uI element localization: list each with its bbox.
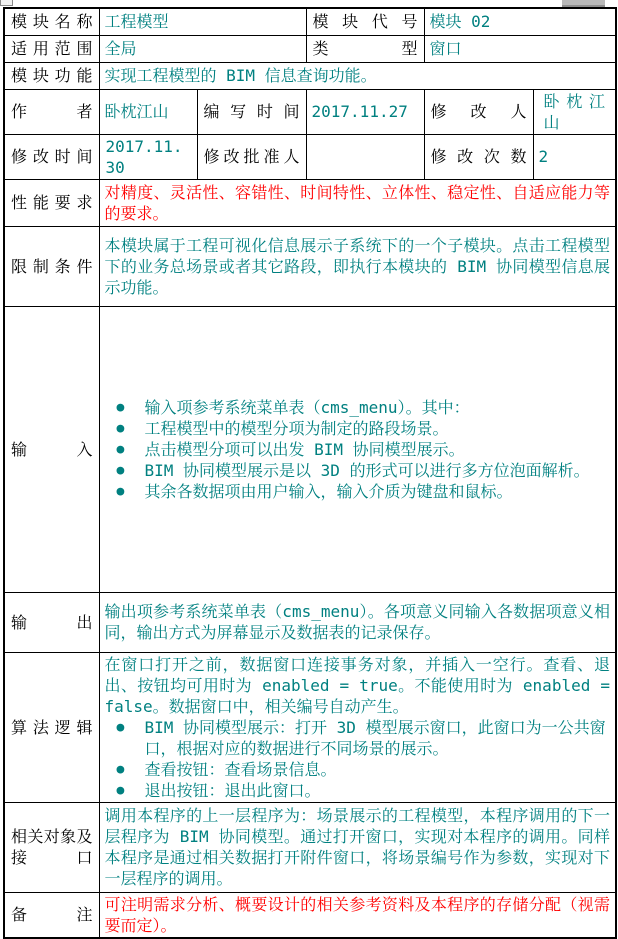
module-name-value: 工程模型: [99, 8, 306, 35]
table-row: [4, 89, 616, 134]
modify-count-value: 2: [533, 134, 616, 179]
table-row: [4, 179, 616, 226]
algorithm-item: [105, 759, 611, 780]
table-row: [4, 226, 616, 306]
module-function-value: 实现工程模型的 BIM 信息查询功能。: [99, 62, 616, 89]
modify-approver-value: [306, 134, 424, 179]
remarks-label: 备注: [4, 892, 99, 938]
related-objects-value: 调用本程序的上一层程序为：场景展示的工程模型，本程序调用的下一层程序为 BIM 协同模型。通过打开窗口，实现对本程序的调用。同样本程序是通过相关数据打开附件窗口，将场景编号作为参数，实现对下一层程序的调用。: [99, 802, 616, 892]
write-time-value: 2017.11.27: [306, 89, 424, 134]
type-label: 类型: [306, 35, 424, 62]
algorithm-item: [105, 780, 611, 801]
module-code-label: 模块代号: [306, 8, 424, 35]
output-label: 输出: [4, 592, 99, 652]
bullet-icon: ●: [116, 761, 125, 777]
bullet-icon: ●: [116, 462, 125, 478]
remarks-value: 可注明需求分析、概要设计的相关参考资料及本程序的存储分配（视需要而定）。: [99, 892, 616, 938]
algorithm-item: [105, 717, 611, 759]
bullet-icon: ●: [116, 420, 125, 436]
scrollbar-fragment: [562, 0, 605, 7]
bullet-icon: ●: [116, 719, 125, 735]
modify-approver-label: 修改批准人: [197, 134, 306, 179]
constraints-value: 本模块属于工程可视化信息展示子系统下的一个子模块。点击工程模型下的业务总场景或者其它路段，即执行本模块的 BIM 协同模型信息展示功能。: [99, 226, 616, 306]
algorithm-item-text: 退出按钮：退出此窗口。: [144, 780, 321, 800]
input-label: 输入: [4, 306, 99, 592]
table-row: [4, 652, 616, 802]
modifier-label: 修改人: [424, 89, 533, 134]
performance-label: 性能要求: [4, 179, 99, 226]
input-item: [105, 397, 611, 418]
algorithm-value: [99, 652, 616, 802]
algorithm-item-text: 查看按钮：查看场景信息。: [144, 759, 337, 779]
input-value: [99, 306, 616, 592]
author-label: 作者: [4, 89, 99, 134]
module-name-label: 模块名称: [4, 8, 99, 35]
table-row: [4, 8, 616, 35]
table-row: [4, 892, 616, 938]
input-item-text: 点击模型分项可以出发 BIM 协同模型展示。: [144, 439, 465, 459]
modify-time-label: 修改时间: [4, 134, 99, 179]
input-item: [105, 439, 611, 460]
table-row: [4, 35, 616, 62]
input-item-text: 工程模型中的模型分项为制定的路段场景。: [144, 418, 449, 438]
input-item: [105, 418, 611, 439]
input-item: [105, 460, 611, 481]
write-time-label: 编写时间: [197, 89, 306, 134]
module-function-label: 模块功能: [4, 62, 99, 89]
author-value: 卧枕江山: [99, 89, 197, 134]
table-row: [4, 592, 616, 652]
input-item-text: 其余各数据项由用户输入，输入介质为键盘和鼠标。: [144, 481, 513, 501]
table-row: [4, 802, 616, 892]
related-objects-label-line2: 接口: [11, 848, 93, 867]
algorithm-intro: 在窗口打开之前，数据窗口连接事务对象，并插入一空行。查看、退出、按钮均可用时为 enabled = true。不能使用时为 enabled = false。数据窗口中，相关编号自动产生。: [104, 654, 611, 716]
related-objects-label-line1: 相关对象及: [11, 827, 93, 846]
input-item-text: 输入项参考系统菜单表（cms_menu）。其中：: [144, 397, 470, 417]
constraints-label: 限制条件: [4, 226, 99, 306]
bullet-icon: ●: [116, 441, 125, 457]
algorithm-label: 算法逻辑: [4, 652, 99, 802]
scope-value: 全局: [99, 35, 306, 62]
output-value: 输出项参考系统菜单表（cms_menu）。各项意义同输入各数据项意义相同，输出方式为屏幕显示及数据表的记录保存。: [99, 592, 616, 652]
scope-label: 适用范围: [4, 35, 99, 62]
type-value: 窗口: [424, 35, 616, 62]
bullet-icon: ●: [116, 483, 125, 499]
table-row: [4, 306, 616, 592]
modifier-value: 卧枕江山: [533, 89, 616, 134]
table-row: [4, 134, 616, 179]
modify-count-label: 修改次数: [424, 134, 533, 179]
algorithm-item-text: BIM 协同模型展示：打开 3D 模型展示窗口，此窗口为一公共窗口，根据对应的数据进行不同场景的展示。: [144, 717, 606, 758]
module-spec-table: [3, 7, 617, 939]
table-move-handle-icon: [0, 0, 13, 6]
table-row: [4, 62, 616, 89]
input-item-text: BIM 协同模型展示是以 3D 的形式可以进行多方位泡面解析。: [144, 460, 590, 480]
module-code-value: 模块 02: [424, 8, 616, 35]
bullet-icon: ●: [116, 782, 125, 798]
input-item: [105, 481, 611, 502]
performance-value: 对精度、灵活性、容错性、时间特性、立体性、稳定性、自适应能力等的要求。: [99, 179, 616, 226]
related-objects-label: [4, 802, 99, 892]
bullet-icon: ●: [116, 399, 125, 415]
modify-time-value: 2017.11.30: [99, 134, 197, 179]
